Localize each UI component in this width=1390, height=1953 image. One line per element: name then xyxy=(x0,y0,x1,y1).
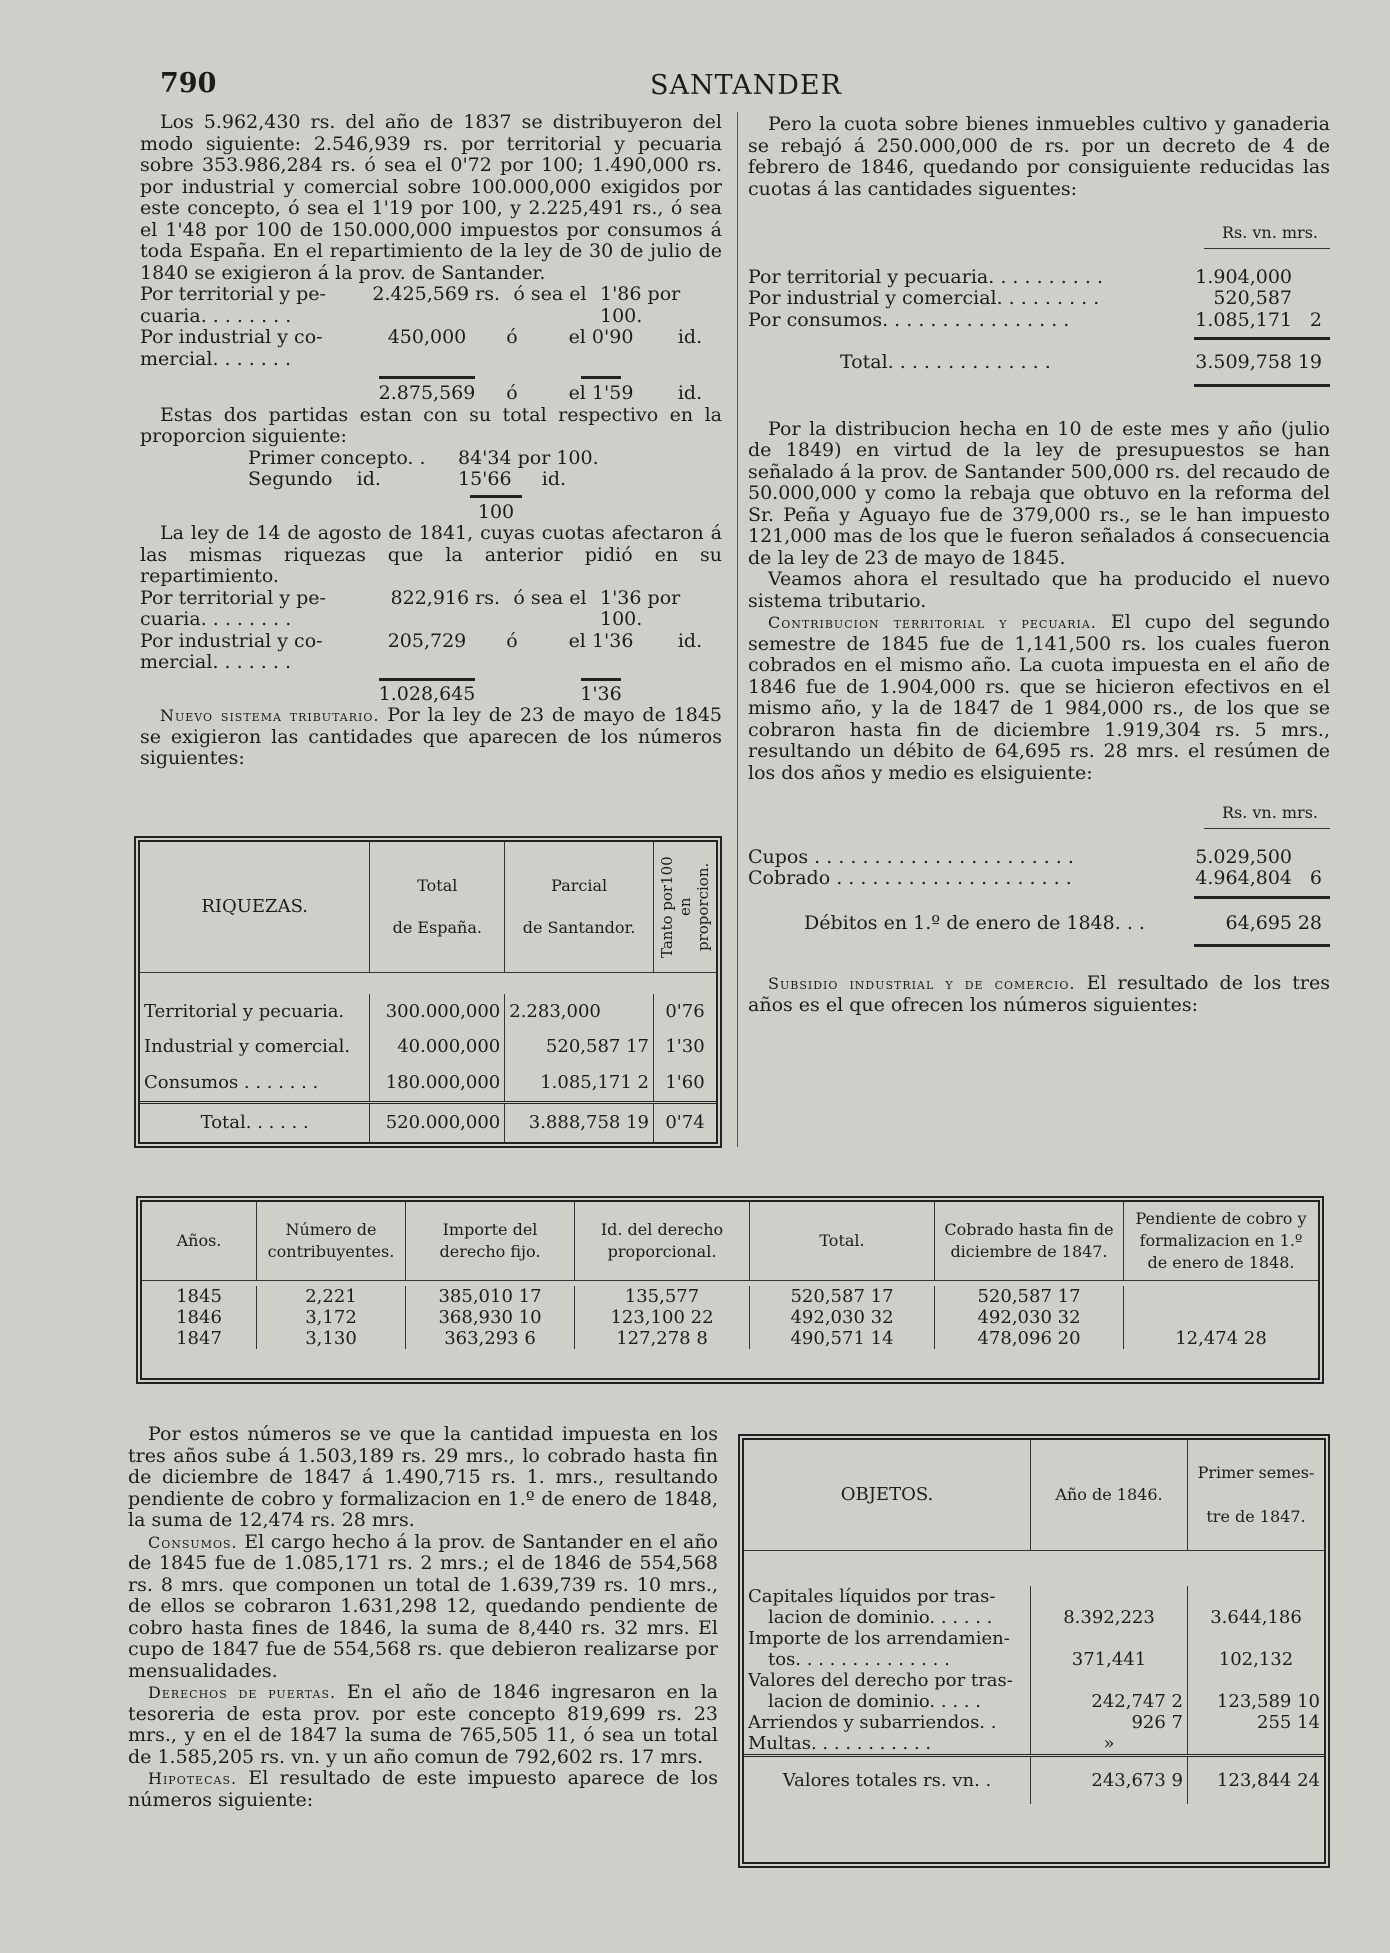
right-column xyxy=(748,114,1330,1016)
row-v1847: 123,589 xyxy=(1216,1691,1292,1712)
row-percent: el 1'36 xyxy=(568,629,634,652)
total-label: Total. . . . . . . . . . . . . . xyxy=(840,351,1051,373)
row-parcial: 1.085,171 xyxy=(540,1071,632,1093)
subsidio-table xyxy=(136,1196,1324,1384)
total-connector: ó xyxy=(506,382,518,404)
header-pendiente: Pendiente de cobro y formalizacion en 1.º de enero de 1848. xyxy=(1124,1202,1319,1280)
row-v1847: 3.644,186 xyxy=(1210,1607,1302,1628)
row-label: Industrial y comercial. xyxy=(140,1029,370,1064)
row-label: Multas. . . . . . . . . . . xyxy=(744,1733,1031,1756)
total-label: Total. . . . . . xyxy=(140,1102,370,1142)
row-total: 40.000,000 xyxy=(370,1029,505,1064)
cell-contribuyentes: 2,221 xyxy=(257,1286,406,1307)
cell-total: 520,587 17 xyxy=(750,1286,935,1307)
total-mrs: 19 xyxy=(1297,351,1322,373)
row-label: Importe de los arrendamien- xyxy=(748,1628,1010,1649)
row-m1847: 14 xyxy=(1297,1712,1320,1733)
table-row xyxy=(142,1307,1318,1328)
paragraph-text: Por la ley de 23 de mayo de 1845 se exigieron las cantidades que aparecen de los números siguientes: xyxy=(140,704,722,769)
total-v1847: 123,844 xyxy=(1216,1769,1292,1791)
header-derecho-proporcional: Id. del derecho proporcional. xyxy=(575,1202,750,1280)
prop-total: 100 xyxy=(477,500,515,523)
paragraph-text: El resultado de los tres años es el que ofrecen los números siguientes: xyxy=(748,972,1330,1016)
left-paragraph-1: Los 5.962,430 rs. del año de 1837 se distribuyeron del modo siguiente: 2.546,939 rs. por territorial y pecuaria sobre 353.986,284 rs. ó sea el 0'72 por 100; 1.490,000 rs. por industrial y comercial sobre 100.000,000 exigidos por este concepto, ó sea el 1'19 por 100, y 2.225,491 rs., ó sea el 1'48 por 100 de 150.000,000 impuestos por consumos á toda España. En el repartimiento de la ley de 30 de julio de 1840 se exigieron á la prov. de Santander. xyxy=(140,111,722,284)
table-row xyxy=(140,1029,716,1064)
cell-total: 490,571 14 xyxy=(750,1328,935,1349)
total-tanto: 0'74 xyxy=(665,1112,705,1134)
right-paragraph-1: Pero la cuota sobre bienes inmuebles cultivo y ganaderia se rebajó á 250.000,000 de rs. por un decreto de 4 de febrero de 1846, quedando por consiguiente reducidas las cuotas á las cantidades siguentes: xyxy=(748,113,1330,200)
row-label: tos. . . . . . . . . . . . . . xyxy=(768,1649,950,1670)
paragraph-text: El cargo hecho á la prov. de Santander en el año de 1845 fue de 1.085,171 rs. 2 mrs.; el de 1846 de 554,568 rs. 8 mrs. que componen un total de 1.639,739 rs. 10 mrs., de ellos se cobraron 1.631,298 12, quedando pendiente de cobro hasta fines de 1846, la suma de 8,440 rs. 32 mrs. El cupo de 1847 fue de 554,568 rs. que debieron realizarse por mensualidades. xyxy=(128,1530,718,1682)
cell-total: 492,030 32 xyxy=(750,1307,935,1328)
proportion-block xyxy=(248,448,722,524)
header-total xyxy=(370,842,505,972)
table-row xyxy=(140,1064,716,1102)
header-contribuyentes: Número de contribuyentes. xyxy=(257,1202,406,1280)
row-amount: 822,916 rs. xyxy=(390,586,500,609)
table-row xyxy=(142,1328,1318,1349)
table-row xyxy=(744,1733,1324,1756)
column-divider xyxy=(737,112,738,1147)
cell-fijo: 368,930 10 xyxy=(406,1307,575,1328)
left-paragraph-2: Estas dos partidas estan con su total respectivo en la proporcion siguiente: xyxy=(140,403,722,447)
header-1846: Año de 1846. xyxy=(1031,1440,1188,1550)
cell-cobrado: 520,587 17 xyxy=(935,1286,1124,1307)
row-label: Cobrado . . . . . . . . . . . . . . . . . . . . xyxy=(748,867,1072,889)
row-percent: 1'36 por 100. xyxy=(600,586,681,630)
row-label: Por industrial y co- xyxy=(140,629,323,652)
unit-label: Rs. vn. mrs. xyxy=(1221,223,1318,242)
total-percent: el 1'59 xyxy=(568,382,634,404)
total-amount: 1.028,645 xyxy=(378,682,476,705)
section-heading: Hipotecas. xyxy=(148,1769,238,1788)
left-paragraph-3: La ley de 14 de agosto de 1841, cuyas cuotas afectaron á las mismas riquezas que la anterior pidió en su repartimiento. xyxy=(140,522,722,587)
cell-ano: 1847 xyxy=(142,1328,257,1349)
section-heading: Subsidio industrial y de comercio. xyxy=(768,974,1076,993)
section-heading: Derechos de puertas. xyxy=(148,1683,337,1702)
row-v1846: 926 xyxy=(1131,1712,1166,1733)
row-value: 4.964,804 xyxy=(1195,867,1292,889)
bottom-paragraph-3 xyxy=(128,1682,718,1768)
row-tanto: 0'76 xyxy=(665,1001,705,1023)
table-row xyxy=(744,1586,1324,1628)
bottom-paragraph-2 xyxy=(128,1532,718,1683)
total-mrs: 19 xyxy=(626,1112,649,1134)
header-1847 xyxy=(1188,1440,1325,1550)
header-anos: Años. xyxy=(142,1202,257,1280)
section-heading: Contribucion territorial y pecuaria. xyxy=(768,613,1097,632)
row-label: lacion de dominio. . . . . . xyxy=(768,1607,993,1628)
total-m1847: 24 xyxy=(1297,1769,1320,1791)
header-total: Total. xyxy=(750,1202,935,1280)
row-parcial: 2.283,000 xyxy=(509,1001,601,1023)
total-id: id. xyxy=(677,382,703,404)
cell-cobrado: 492,030 32 xyxy=(935,1307,1124,1328)
total-value: 3.509,758 xyxy=(1195,351,1292,373)
riquezas-table xyxy=(134,836,722,1148)
row-label: Territorial y pecuaria. xyxy=(140,994,370,1029)
header-line: de España. xyxy=(392,917,482,937)
cell-ano: 1845 xyxy=(142,1286,257,1307)
left-column xyxy=(140,112,722,770)
cell-proporcional: 127,278 8 xyxy=(575,1328,750,1349)
right-paragraph-4 xyxy=(748,612,1330,784)
debit-mrs: 28 xyxy=(1297,911,1322,934)
prop-label: Primer concepto. . xyxy=(248,446,426,469)
row-mrs: 17 xyxy=(626,1036,649,1058)
repartimiento-1841 xyxy=(140,588,722,706)
bottom-paragraph-1: Por estos números se ve que la cantidad impuesta en los tres años sube á 1.503,189 rs. 29 mrs., lo cobrado hasta fin de diciembre de 1847 á 1.490,715 rs. 1. mrs., resultando pendiente de cobro y formalizacion en 1.º de enero de 1848, la suma de 12,474 rs. 28 mrs. xyxy=(128,1423,718,1531)
row-label: Capitales líquidos por tras- xyxy=(748,1586,996,1607)
prop-label: Segundo id. xyxy=(248,468,381,490)
cell-cobrado: 478,096 20 xyxy=(935,1328,1124,1349)
row-label: cuaria. . . . . . . . xyxy=(140,608,292,630)
right-paragraph-3: Veamos ahora el resultado que ha producido el nuevo sistema tributario. xyxy=(748,568,1330,612)
row-m1847: 10 xyxy=(1297,1691,1320,1712)
page-number: 790 xyxy=(160,68,217,99)
row-id: id. xyxy=(677,629,703,652)
row-value: 5.029,500 xyxy=(1195,845,1292,868)
row-v1846: » xyxy=(1103,1733,1115,1754)
cell-contribuyentes: 3,172 xyxy=(257,1307,406,1328)
table-row xyxy=(140,994,716,1029)
total-amount: 2.875,569 xyxy=(378,382,476,404)
row-percent: 1'86 por 100. xyxy=(600,283,681,327)
cell-pendiente xyxy=(1124,1286,1319,1307)
unit-label: Rs. vn. mrs. xyxy=(1221,803,1318,822)
row-total: 300.000,000 xyxy=(370,994,505,1029)
left-paragraph-4 xyxy=(140,705,722,770)
row-label: mercial. . . . . . . xyxy=(140,347,291,370)
row-v1847: 255 xyxy=(1257,1712,1292,1733)
row-connector: ó sea el xyxy=(513,283,587,305)
table-total-row xyxy=(140,1102,716,1142)
row-connector: ó xyxy=(506,629,518,652)
table-row xyxy=(744,1628,1324,1670)
cell-proporcional: 123,100 22 xyxy=(575,1307,750,1328)
row-label: mercial. . . . . . . xyxy=(140,651,291,673)
header-cobrado: Cobrado hasta fin de diciembre de 1847. xyxy=(935,1202,1124,1280)
total-percent: 1'36 xyxy=(580,682,622,705)
header-derecho-fijo: Importe del derecho fijo. xyxy=(406,1202,575,1280)
row-percent: el 0'90 xyxy=(568,326,634,348)
row-v1846: 242,747 xyxy=(1091,1691,1166,1712)
row-label: Por territorial y pe- xyxy=(140,586,326,609)
row-connector: ó xyxy=(506,326,518,348)
row-label: Arriendos y subarriendos. . xyxy=(744,1712,1031,1733)
row-parcial: 520,587 xyxy=(545,1036,621,1058)
total-total: 520.000,000 xyxy=(370,1102,505,1142)
row-label: lacion de dominio. . . . . xyxy=(768,1691,981,1712)
repartimiento-1840 xyxy=(140,284,722,405)
row-amount: 205,729 xyxy=(387,629,467,652)
page-header xyxy=(160,68,1320,108)
cell-fijo: 385,010 17 xyxy=(406,1286,575,1307)
row-value: 1.085,171 xyxy=(1195,308,1292,331)
row-label: Cupos . . . . . . . . . . . . . . . . . . . . . . xyxy=(748,845,1074,868)
total-m1846: 9 xyxy=(1171,1769,1183,1791)
table-total-row xyxy=(744,1756,1324,1804)
table-row xyxy=(744,1670,1324,1712)
right-paragraph-2: Por la distribucion hecha en 10 de este mes y año (julio de 1849) en virtud de la ley de presupuestos se han señalado á la prov. de Santander 500,000 rs. del recaudo de 50.000,000 y como la rebaja que obtuvo en la reforma del Sr. Peña y Aguayo fue de 379,000 rs., se le han impuesto 121,000 mas de los que le fueron señalados á consecuencia de la ley de 23 de mayo de 1845. xyxy=(748,417,1330,569)
row-mrs: 6 xyxy=(1309,867,1322,889)
row-amount: 2.425,569 rs. xyxy=(372,283,500,305)
row-id: id. xyxy=(677,326,703,348)
row-label: Por industrial y co- xyxy=(140,326,323,348)
row-value: 1.904,000 xyxy=(1195,265,1292,288)
header-parcial xyxy=(505,842,654,972)
debit-value: 64,695 xyxy=(1225,911,1292,934)
header-tanto xyxy=(654,842,717,972)
row-label: Por industrial y comercial. . . . . . . . . xyxy=(748,287,1100,309)
row-connector: ó sea el xyxy=(513,586,587,609)
header-line: tre de 1847. xyxy=(1206,1506,1306,1526)
right-paragraph-5 xyxy=(748,973,1330,1016)
prop-value: 15'66 id. xyxy=(458,468,567,490)
paragraph-text: El resultado de este impuesto aparece de los números siguiente: xyxy=(128,1767,718,1811)
row-label: cuaria. . . . . . . . xyxy=(140,304,292,327)
row-tanto: 1'60 xyxy=(665,1071,705,1093)
header-objetos: OBJETOS. xyxy=(744,1440,1031,1550)
cell-contribuyentes: 3,130 xyxy=(257,1328,406,1349)
cell-fijo: 363,293 6 xyxy=(406,1328,575,1349)
header-line: Primer semes- xyxy=(1197,1462,1315,1482)
row-total: 180.000,000 xyxy=(370,1064,505,1102)
cupos-block xyxy=(748,802,1330,947)
row-label: Por consumos. . . . . . . . . . . . . . . . xyxy=(748,308,1070,331)
cell-pendiente xyxy=(1124,1307,1319,1328)
row-label: Por territorial y pe- xyxy=(140,283,326,305)
prop-value: 84'34 por 100. xyxy=(458,446,599,469)
row-m1846: 2 xyxy=(1171,1691,1183,1712)
row-v1846: 8.392,223 xyxy=(1063,1607,1155,1628)
cell-proporcional: 135,577 xyxy=(575,1286,750,1307)
row-tanto: 1'30 xyxy=(665,1036,705,1058)
row-label: Consumos . . . . . . . xyxy=(140,1064,370,1102)
row-value: 520,587 xyxy=(1213,287,1292,309)
total-parcial: 3.888,758 xyxy=(528,1112,621,1134)
page-title: SANTANDER xyxy=(650,70,842,101)
debit-label: Débitos en 1.º de enero de 1848. . . xyxy=(804,911,1145,934)
row-m1846: 7 xyxy=(1171,1712,1183,1733)
row-mrs: 2 xyxy=(637,1071,649,1093)
header-riquezas: RIQUEZAS. xyxy=(140,842,370,972)
table-row xyxy=(744,1712,1324,1733)
bottom-paragraph-4 xyxy=(128,1768,718,1811)
table-row xyxy=(142,1286,1318,1307)
row-mrs: 2 xyxy=(1309,308,1322,331)
total-label: Valores totales rs. vn. . xyxy=(744,1756,1031,1804)
section-heading: Nuevo sistema tributario. xyxy=(160,706,380,725)
bottom-left-column xyxy=(128,1424,718,1811)
cuotas-block xyxy=(748,222,1330,387)
total-v1846: 243,673 xyxy=(1091,1769,1166,1791)
cell-pendiente: 12,474 28 xyxy=(1175,1328,1267,1349)
paragraph-text: En el año de 1846 ingresaron en la tesoreria de esta prov. por este concepto 819,699 rs. 23 mrs., y en el de 1847 la suma de 765,505 11, ó sea un total de 1.585,205 rs. vn. y un año comun de 792,602 rs. 17 mrs. xyxy=(128,1681,719,1768)
row-v1847: 102,132 xyxy=(1218,1649,1294,1670)
cell-ano: 1846 xyxy=(142,1307,257,1328)
row-amount: 450,000 xyxy=(387,326,467,348)
header-line: de Santandor. xyxy=(522,917,636,937)
row-v1846: 371,441 xyxy=(1071,1649,1147,1670)
header-line: Total xyxy=(417,875,458,895)
row-label: Por territorial y pecuaria. . . . . . . . . . xyxy=(748,265,1103,288)
row-label: Valores del derecho por tras- xyxy=(748,1670,1013,1691)
header-line: Parcial xyxy=(551,875,608,895)
section-heading: Consumos. xyxy=(148,1532,238,1552)
objetos-table xyxy=(738,1434,1330,1868)
header-line: Tanto por100 en proporcion. xyxy=(658,855,712,958)
paragraph-text: El cupo del segundo semestre de 1845 fue de 1,141,500 rs. los cuales fueron cobrados en el mismo año. La cuota impuesta en el año de 1846 fue de 1.904,000 rs. que se hicieron efectivos en el mismo año, y la de 1847 de 1 984,000 rs., de los que se cobraron hasta fin de diciembre 1.919,304 rs. 5 mrs., resultando un débito de 64,695 rs. 28 mrs. el resúmen de los dos años y medio es elsiguiente: xyxy=(748,611,1330,784)
